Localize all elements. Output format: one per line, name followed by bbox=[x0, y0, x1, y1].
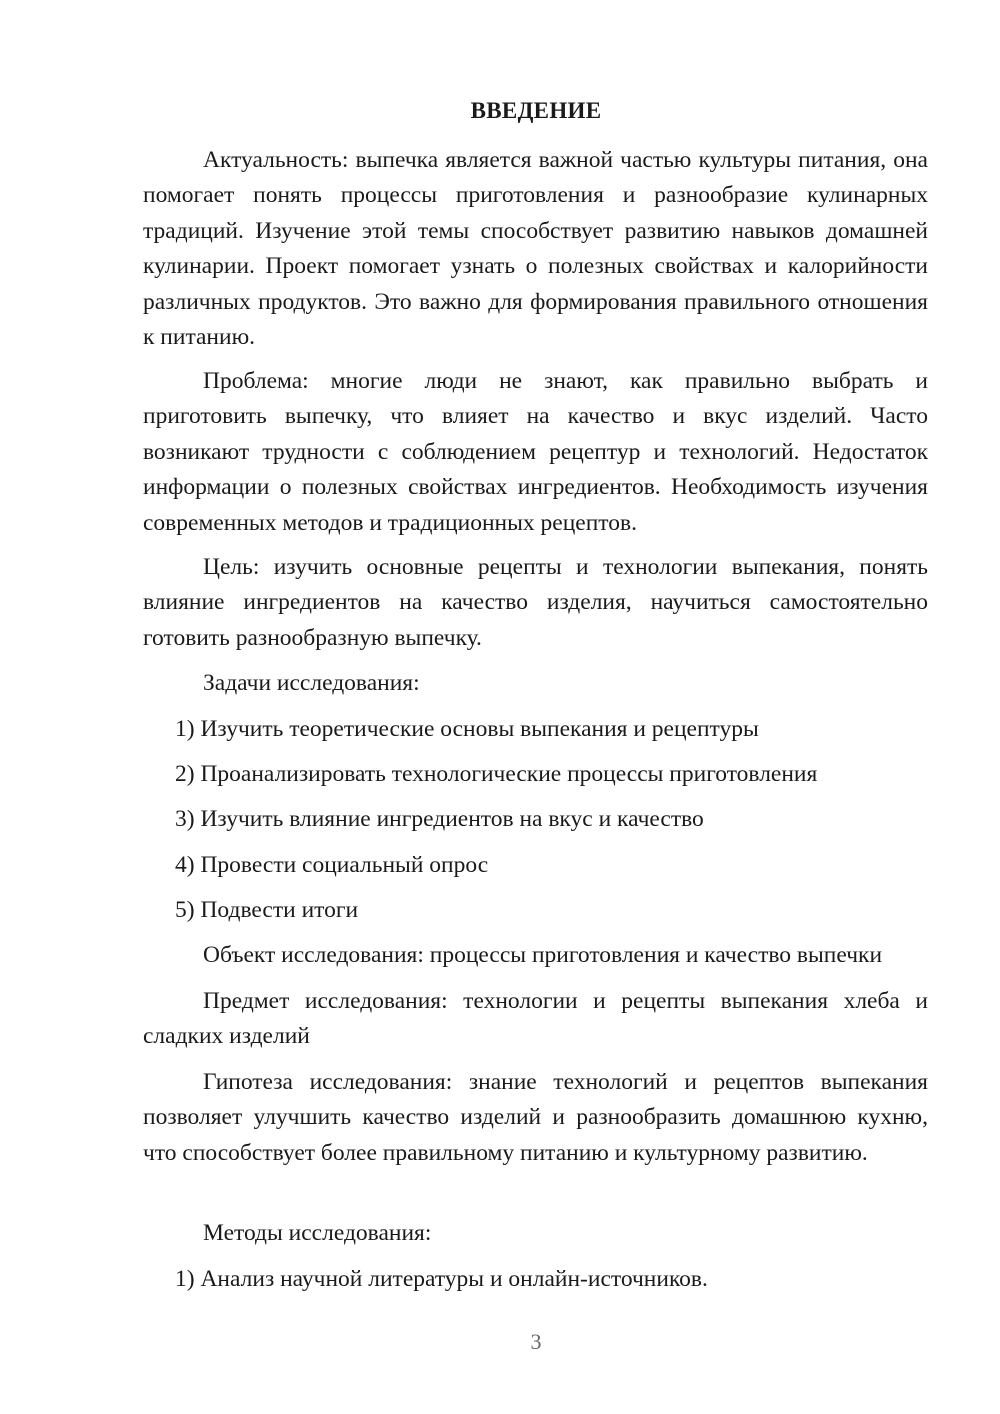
page-title: ВВЕДЕНИЕ bbox=[470, 98, 602, 123]
goal-paragraph: Цель: изучить основные рецепты и технологии выпекания, понять влияние ингредиентов на качество изделия, научиться самостоятельно готовить разнообразную выпечку. bbox=[143, 554, 928, 651]
object-paragraph: Объект исследования: процессы приготовления и качество выпечки bbox=[203, 942, 883, 968]
task-item: 3) Изучить влияние ингредиентов на вкус и качество bbox=[175, 806, 704, 832]
method-item: 1) Анализ научной литературы и онлайн-источников. bbox=[175, 1266, 708, 1292]
task-item: 5) Подвести итоги bbox=[175, 897, 359, 923]
subject-paragraph: Предмет исследования: технологии и рецепты выпекания хлеба и сладких изделий bbox=[143, 988, 928, 1050]
task-item: 2) Проанализировать технологические процессы приготовления bbox=[175, 761, 818, 787]
hypothesis-paragraph: Гипотеза исследования: знание технологий и рецептов выпекания позволяет улучшить качество изделий и разнообразить домашнюю кухню, что способствует более правильному питанию и культурному развитию. bbox=[143, 1069, 928, 1166]
task-item: 1) Изучить теоретические основы выпекания и рецептуры bbox=[175, 716, 759, 742]
page-number: 3 bbox=[530, 1329, 542, 1354]
relevance-paragraph: Актуальность: выпечка является важной частью культуры питания, она помогает понять процессы приготовления и разнообразие кулинарных традиций. Изучение этой темы способствует развитию навыков домашней кулинарии. Проект помогает узнать о полезных свойствах и калорийности различных продуктов. Это важно для формирования правильного отношения к питанию. bbox=[143, 147, 928, 351]
problem-paragraph: Проблема: многие люди не знают, как правильно выбрать и приготовить выпечку, что влияет на качество и вкус изделий. Часто возникают трудности с соблюдением рецептур и технологий. Недостаток информации о полезных свойствах ингредиентов. Необходимость изучения современных методов и традиционных рецептов. bbox=[143, 368, 928, 536]
methods-heading: Методы исследования: bbox=[203, 1220, 432, 1246]
task-item: 4) Провести социальный опрос bbox=[175, 852, 489, 878]
tasks-heading: Задачи исследования: bbox=[203, 670, 420, 696]
